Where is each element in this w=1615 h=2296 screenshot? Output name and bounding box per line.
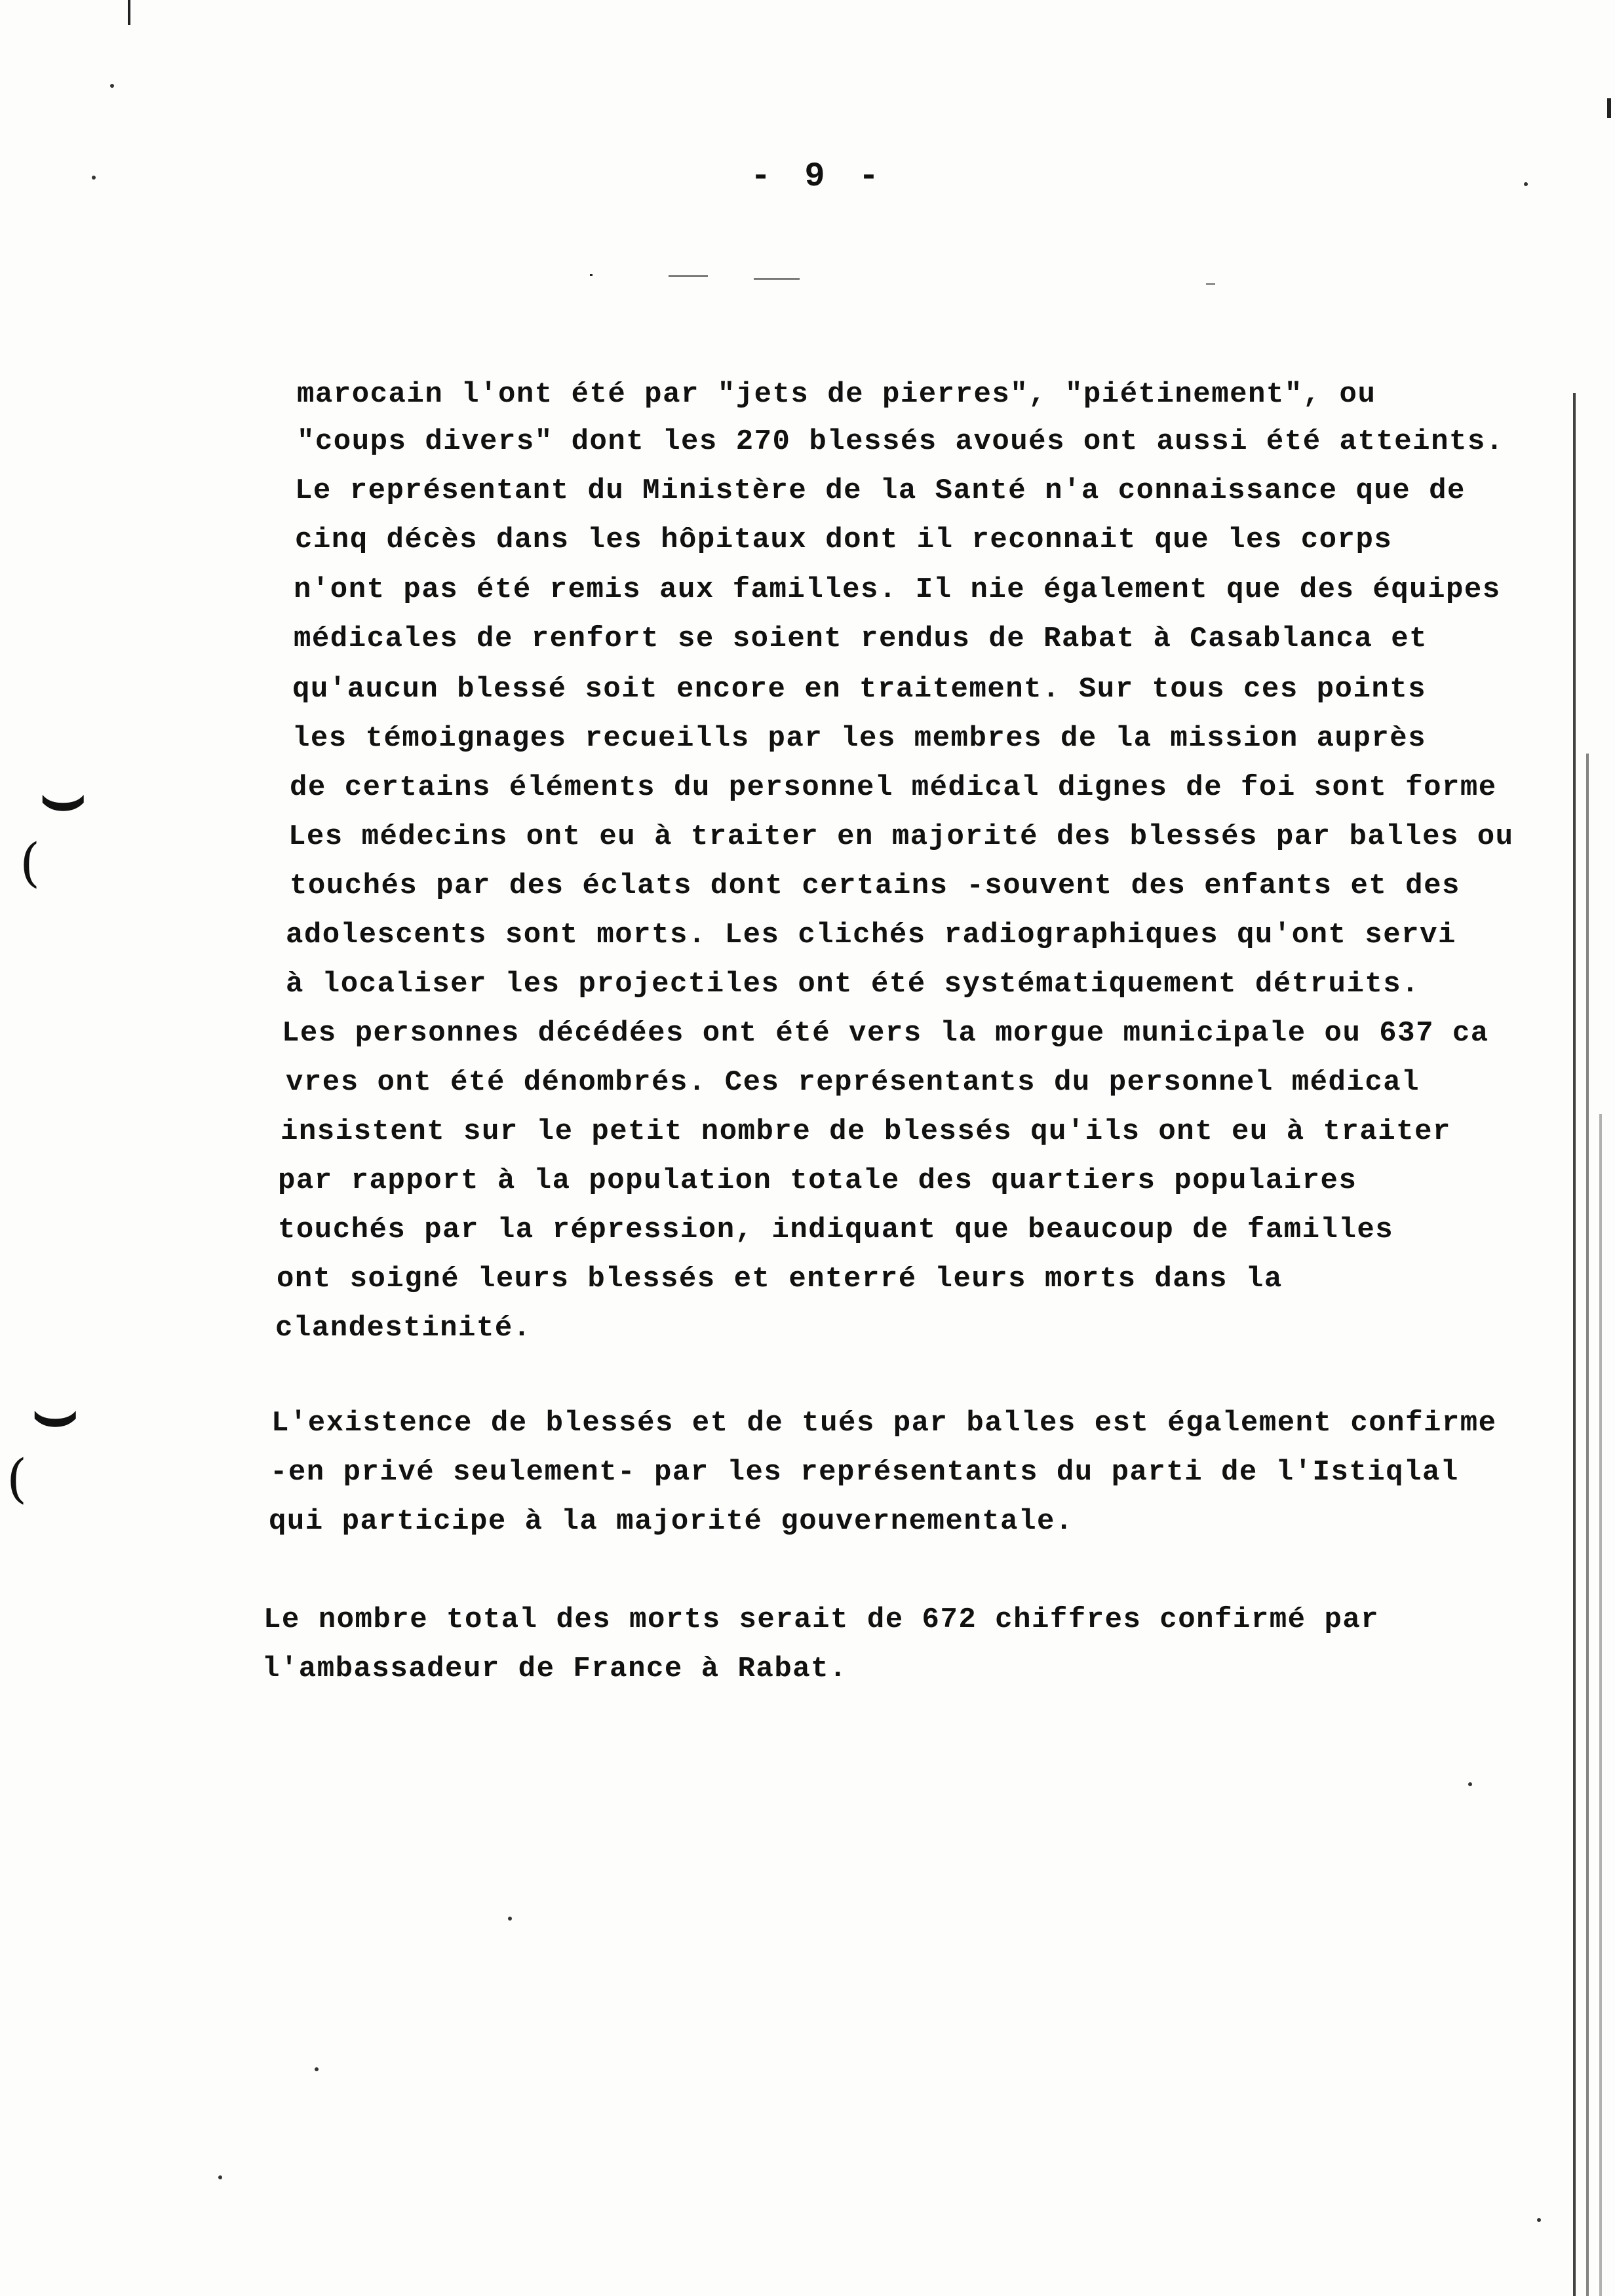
text-line: adolescents sont morts. Les clichés radiographiques qu'ont servi [286,919,1456,951]
punch-hole-mark-icon: ( [20,832,41,893]
scan-speck [1524,182,1528,186]
text-line: Le nombre total des morts serait de 672 chiffres confirmé par [263,1603,1380,1636]
scan-speck [110,84,114,88]
scan-artifact [1206,283,1215,285]
text-line: n'ont pas été remis aux familles. Il nie également que des équipes [294,573,1501,606]
punch-hole-mark-icon: ( [7,1448,28,1509]
text-line: Les médecins ont eu à traiter en majorité des blessés par balles ou [288,820,1514,853]
scan-speck [1537,2218,1541,2222]
text-line: insistent sur le petit nombre de blessés qu'ils ont eu à traiter [281,1115,1451,1148]
text-line: touchés par la répression, indiquant que beaucoup de familles [278,1214,1394,1246]
text-line: qu'aucun blessé soit encore en traitement. Sur tous ces points [292,673,1427,706]
page-number: - 9 - [750,157,886,196]
scan-artifact [669,275,708,277]
page-edge-shadow [1599,1114,1602,2296]
page-edge-shadow [1586,754,1589,2296]
text-line: de certains éléments du personnel médical dignes de foi sont forme [290,771,1497,804]
punch-hole-mark-icon: ⌣ [31,1369,79,1454]
punch-hole-mark-icon: ⌣ [39,754,87,838]
text-line: les témoignages recueills par les membres de la mission auprès [292,722,1427,755]
text-line: "coups divers" dont les 270 blessés avoués ont aussi été atteints. [297,425,1504,458]
page-edge-shadow [1573,393,1576,2296]
scan-speck [92,176,96,180]
text-line: -en privé seulement- par les représentants du parti de l'Istiqlal [270,1456,1459,1489]
text-line: vres ont été dénombrés. Ces représentants du personnel médical [286,1066,1420,1099]
text-line: Les personnes décédées ont été vers la morgue municipale ou 637 ca [282,1017,1489,1050]
text-line: à localiser les projectiles ont été systématiquement détruits. [286,968,1420,1001]
scan-artifact [590,274,593,276]
text-line: cinq décès dans les hôpitaux dont il reconnait que les corps [295,524,1393,556]
text-line: touchés par des éclats dont certains -souvent des enfants et des [290,870,1460,902]
scan-speck [315,2067,319,2071]
scan-speck [508,1917,512,1921]
text-line: ont soigné leurs blessés et enterré leurs morts dans la [277,1263,1283,1295]
text-line: par rapport à la population totale des quartiers populaires [278,1164,1357,1197]
scan-speck [218,2175,222,2179]
text-line: médicales de renfort se soient rendus de Rabat à Casablanca et [294,622,1428,655]
text-line: qui participe à la majorité gouvernementale. [269,1505,1074,1538]
scan-artifact [754,278,800,280]
text-line: clandestinité. [275,1312,532,1345]
text-line: Le représentant du Ministère de la Santé n'a connaissance que de [295,474,1466,507]
scan-artifact [1607,98,1611,118]
scan-speck [1468,1782,1472,1786]
text-line: L'existence de blessés et de tués par balles est également confirme [271,1407,1497,1440]
scan-artifact [128,0,130,25]
text-line: l'ambassadeur de France à Rabat. [262,1653,847,1685]
text-line: marocain l'ont été par "jets de pierres", "piétinement", ou [297,378,1376,411]
